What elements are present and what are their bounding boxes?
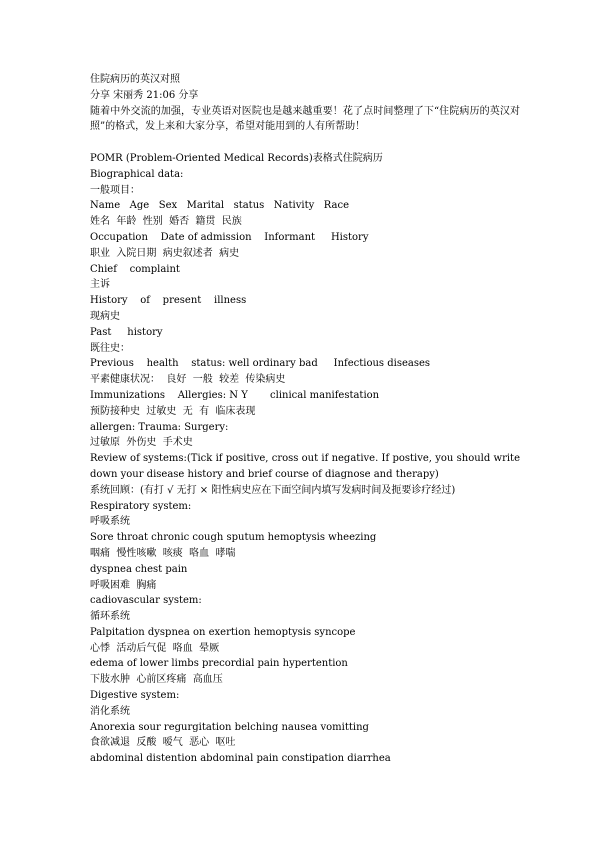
- respiratory-heading-en: Respiratory system:: [90, 500, 192, 512]
- cardiovascular-symptoms-2-en: edema of lower limbs precordial pain hypertention: [90, 658, 348, 670]
- respiratory-symptoms-1-zh: 咽痛 慢性咳嗽 咳痰 咯血 哮喘: [90, 547, 236, 559]
- digestive-symptoms-1-zh: 食欲减退 反酸 嗳气 恶心 呕吐: [90, 737, 236, 749]
- chief-complaint-en: Chief complaint: [90, 263, 180, 275]
- cardiovascular-heading-en: cadiovascular system:: [90, 595, 202, 607]
- occupation-items-zh: 职业 入院日期 病史叙述者 病史: [90, 247, 240, 259]
- allergen-en: allergen: Trauma: Surgery:: [90, 421, 229, 433]
- biographical-data-en: Biographical data:: [90, 168, 184, 180]
- previous-health-en: Previous health status: well ordinary bad Infectious diseases: [90, 358, 431, 370]
- biographical-data-zh: 一般项目：: [90, 184, 140, 196]
- previous-health-zh: 平素健康状况： 良好 一般 较差 传染病史: [90, 374, 286, 386]
- past-history-en: Past history: [90, 326, 163, 338]
- review-of-systems-en: Review of systems:(Tick if positive, cross out if negative. If postive, you should write down your disease history and brief course of diagnose and therapy): [90, 453, 520, 480]
- pomr-heading: POMR (Problem-Oriented Medical Records)表格式住院病历: [90, 152, 383, 164]
- present-illness-zh: 现病史: [90, 310, 120, 322]
- general-items-zh: 姓名 年龄 性别 婚否 籍贯 民族: [90, 216, 242, 228]
- occupation-items-en: Occupation Date of admission Informant History: [90, 231, 369, 243]
- digestive-heading-zh: 消化系统: [90, 705, 130, 717]
- cardiovascular-heading-zh: 循环系统: [90, 611, 130, 623]
- cardiovascular-symptoms-1-en: Palpitation dyspnea on exertion hemoptysis syncope: [90, 626, 356, 638]
- respiratory-heading-zh: 呼吸系统: [90, 516, 130, 528]
- respiratory-symptoms-2-zh: 呼吸困难 胸痛: [90, 579, 157, 591]
- byline: 分享 宋丽秀 21:06 分享: [90, 89, 199, 101]
- paragraph-spacer: [90, 135, 520, 151]
- document-page: [90, 72, 520, 767]
- chief-complaint-zh: 主诉: [90, 279, 110, 291]
- digestive-heading-en: Digestive system:: [90, 690, 180, 702]
- review-of-systems-zh: 系统回顾：(有打 √ 无打 × 阳性病史应在下面空间内填写发病时间及扼要诊疗经过): [90, 484, 456, 496]
- allergen-zh: 过敏原 外伤史 手术史: [90, 437, 193, 449]
- cardiovascular-symptoms-1-zh: 心悸 活动后气促 咯血 晕厥: [90, 642, 220, 654]
- respiratory-symptoms-2-en: dyspnea chest pain: [90, 563, 188, 575]
- digestive-symptoms-1-en: Anorexia sour regurgitation belching nausea vomitting: [90, 721, 369, 733]
- past-history-zh: 既往史：: [90, 342, 130, 354]
- general-items-en: Name Age Sex Marital status Nativity Race: [90, 200, 350, 212]
- immunizations-en: Immunizations Allergies: N Y clinical manifestation: [90, 389, 380, 401]
- present-illness-en: History of present illness: [90, 295, 247, 307]
- respiratory-symptoms-1-en: Sore throat chronic cough sputum hemoptysis wheezing: [90, 532, 377, 544]
- document-title: 住院病历的英汉对照: [90, 74, 180, 85]
- immunizations-zh: 预防接种史 过敏史 无 有 临床表现: [90, 405, 256, 417]
- cardiovascular-symptoms-2-zh: 下肢水肿 心前区疼痛 高血压: [90, 674, 223, 686]
- digestive-symptoms-2-en: abdominal distention abdominal pain constipation diarrhea: [90, 753, 391, 765]
- intro-paragraph: 随着中外交流的加强，专业英语对医院也是越来越重要！花了点时间整理了下“住院病历的英汉对照”的格式，发上来和大家分享，希望对能用到的人有所帮助！: [90, 105, 520, 133]
